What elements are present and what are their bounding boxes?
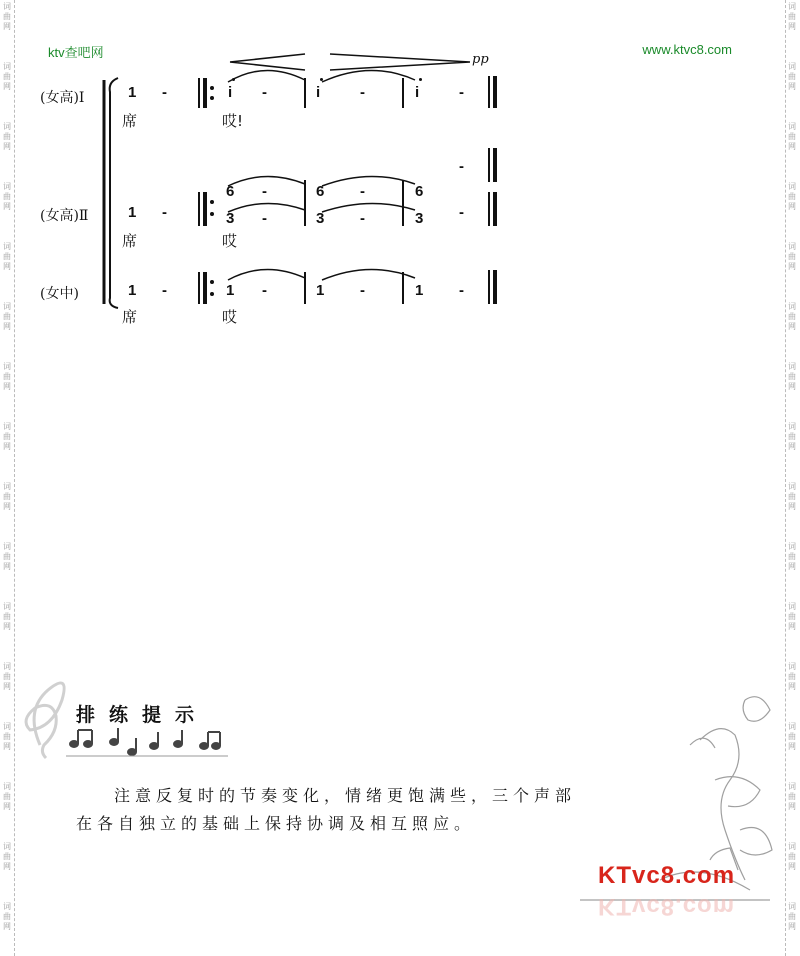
barline	[402, 78, 404, 108]
tips-title: 排练提示	[76, 704, 209, 726]
margin-watermark: 词 曲 网	[3, 362, 11, 391]
barline	[198, 272, 200, 304]
note: 3	[316, 210, 325, 227]
note: 6	[316, 183, 325, 200]
margin-watermark: 词 曲 网	[788, 2, 796, 31]
repeat-barline	[203, 78, 207, 108]
note: i	[228, 84, 233, 101]
note-dash: -	[360, 210, 365, 227]
lyric: 哎	[222, 308, 238, 326]
dynamic-marking: pp	[472, 52, 489, 67]
note: 1	[316, 282, 325, 299]
margin-watermark: 词 曲 网	[788, 182, 796, 211]
margin-watermark: 词 曲 网	[788, 602, 796, 631]
score-lines	[0, 0, 800, 340]
part-label-soprano-1: (女高)Ⅰ	[40, 90, 85, 106]
barline	[304, 180, 306, 226]
note-dash: -	[459, 282, 464, 299]
margin-watermark: 词 曲 网	[3, 62, 11, 91]
final-barline	[488, 270, 490, 304]
note: i	[415, 84, 420, 101]
note: 3	[226, 210, 235, 227]
repeat-dot	[210, 292, 214, 296]
note: 3	[415, 210, 424, 227]
margin-watermark: 词 曲 网	[3, 782, 11, 811]
note-dash: -	[262, 210, 267, 227]
treble-clef-icon	[26, 683, 64, 758]
margin-watermark: 词 曲 网	[3, 302, 11, 331]
barline	[304, 78, 306, 108]
note-dash: -	[459, 84, 464, 101]
repeat-dot	[210, 96, 214, 100]
lyric: 席	[122, 232, 138, 250]
repeat-dot	[210, 280, 214, 284]
barline	[488, 192, 490, 226]
note-dash: -	[262, 282, 267, 299]
repeat-dot	[210, 200, 214, 204]
site-url: www.ktvc8.com	[642, 42, 732, 57]
tips-line-2: 在各自独立的基础上保持协调及相互照应。	[76, 814, 476, 833]
barline	[304, 272, 306, 304]
note-dash: -	[262, 183, 267, 200]
margin-watermark: 词 曲 网	[3, 122, 11, 151]
system-bracket	[110, 78, 118, 308]
margin-watermark: 词 曲 网	[3, 182, 11, 211]
final-barline-thick	[493, 270, 497, 304]
note-dash: -	[162, 282, 167, 299]
repeat-barline	[203, 272, 207, 304]
decrescendo-hairpin	[330, 54, 470, 70]
part-label-soprano-2: (女高)Ⅱ	[40, 208, 89, 224]
note-dash: -	[459, 204, 464, 221]
margin-watermark: 词 曲 网	[788, 122, 796, 151]
margin-watermark: 词 曲 网	[788, 842, 796, 871]
repeat-barline	[203, 192, 207, 226]
note: 6	[226, 183, 235, 200]
note: 1	[128, 282, 137, 299]
margin-watermark: 词 曲 网	[3, 842, 11, 871]
final-barline-thick	[493, 148, 497, 182]
note-dash: -	[262, 84, 267, 101]
lyric: 哎!	[222, 112, 244, 130]
crescendo-hairpin	[230, 54, 305, 70]
note: 1	[128, 204, 137, 221]
margin-watermark: 词 曲 网	[3, 2, 11, 31]
margin-watermark: 词 曲 网	[3, 722, 11, 751]
margin-watermark: 词 曲 网	[3, 422, 11, 451]
final-barline-thick	[493, 76, 497, 108]
margin-watermark: 词 曲 网	[3, 542, 11, 571]
part-label-alto: (女中)	[40, 286, 79, 302]
barline	[198, 192, 200, 226]
barline	[198, 78, 200, 108]
note-dash: -	[162, 204, 167, 221]
margin-watermark: 词 曲 网	[788, 662, 796, 691]
note: 1	[415, 282, 424, 299]
margin-watermark: 词 曲 网	[3, 602, 11, 631]
repeat-dot	[210, 86, 214, 90]
note-dash: -	[360, 84, 365, 101]
slur	[228, 269, 305, 280]
repeat-dot	[210, 212, 214, 216]
final-barline	[488, 76, 490, 108]
margin-watermark: 词 曲 网	[788, 722, 796, 751]
note-dash: -	[360, 183, 365, 200]
note: 1	[128, 84, 137, 101]
tips-line-1: 注意反复时的节奏变化，情绪更饱满些，三个声部	[114, 786, 577, 805]
site-name: ktv查吧网	[48, 45, 104, 60]
note: 6	[415, 183, 424, 200]
barline	[488, 148, 490, 182]
high-octave-dot	[320, 78, 323, 81]
margin-watermark: 词 曲 网	[788, 482, 796, 511]
high-octave-dot	[419, 78, 422, 81]
note: 1	[226, 282, 235, 299]
margin-watermark: 词 曲 网	[788, 302, 796, 331]
margin-watermark: 词 曲 网	[788, 422, 796, 451]
lyric: 哎	[222, 232, 238, 250]
margin-watermark: 词 曲 网	[788, 902, 796, 931]
site-logo-reflection: KTvc8.com	[598, 893, 736, 920]
high-octave-dot	[232, 78, 235, 81]
margin-watermark: 词 曲 网	[788, 62, 796, 91]
lyric: 席	[122, 308, 138, 326]
barline	[402, 180, 404, 226]
note-dash: -	[162, 84, 167, 101]
lyric: 席	[122, 112, 138, 130]
margin-watermark: 词 曲 网	[788, 542, 796, 571]
margin-watermark: 词 曲 网	[788, 782, 796, 811]
margin-watermark: 词 曲 网	[3, 482, 11, 511]
margin-watermark: 词 曲 网	[788, 242, 796, 271]
music-notes-icon	[70, 728, 220, 755]
margin-watermark: 词 曲 网	[788, 362, 796, 391]
barline	[402, 272, 404, 304]
site-logo: KTvc8.com	[598, 862, 736, 889]
slur	[228, 70, 305, 82]
final-barline-thick	[493, 192, 497, 226]
note: i	[316, 84, 321, 101]
tips-paragraph	[76, 782, 696, 838]
margin-watermark: 词 曲 网	[3, 662, 11, 691]
margin-watermark: 词 曲 网	[3, 902, 11, 931]
note-dash: -	[360, 282, 365, 299]
margin-watermark: 词 曲 网	[3, 242, 11, 271]
